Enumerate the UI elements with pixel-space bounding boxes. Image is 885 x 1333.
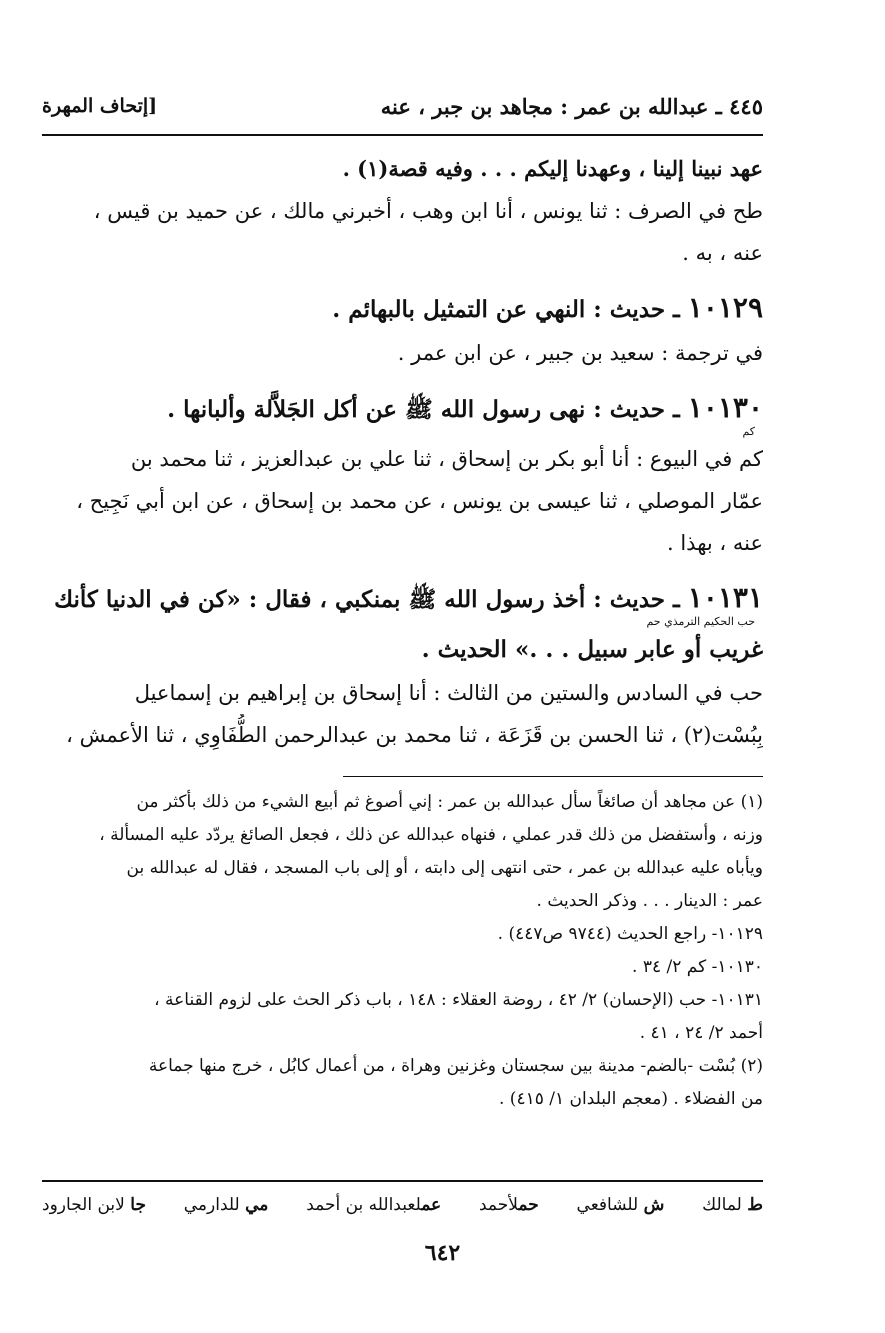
text-line: بِبُسْت(٢) ، ثنا الحسن بن قَزَعَة ، ثنا محمد بن عبدالرحمن الطُّفَاوِي ، ثنا الأعمش ،	[66, 723, 763, 747]
text-line: حب في السادس والستين من الثالث : أنا إسحاق بن إبراهيم بن إسماعيل	[134, 681, 763, 705]
text-line: عنه ، بهذا .	[667, 531, 763, 555]
text-line: عنه ، به .	[682, 241, 763, 265]
abbreviation-desc: لأحمد	[478, 1195, 519, 1215]
entry-siglum: كم	[742, 425, 755, 438]
header-chapter-title: ٤٤٥ ـ عبدالله بن عمر : مجاهد بن جبر ، عنه	[380, 93, 763, 119]
abbreviation-item	[577, 1190, 665, 1220]
footnotes	[42, 786, 763, 1116]
page-number: ٦٤٢	[424, 1240, 461, 1266]
footnote-line: ١٠١٣٠- كم ٢/ ٣٤ .	[632, 957, 763, 977]
abbreviation-code: ش	[643, 1195, 665, 1215]
abbreviation-code: ط	[747, 1195, 763, 1215]
footnote-line: ١٠١٣١- حب (الإحسان) ٢/ ٤٢ ، روضة العقلاء : ١٤٨ ، باب ذكر الحث على لزوم القناعة ،	[154, 990, 763, 1010]
entry-title: ـ حديث : أخذ رسول الله ﷺ بمنكبي ، فقال : «كن في الدنيا كأنك	[54, 586, 680, 613]
entry-number: ١٠١٢٩	[687, 291, 763, 324]
running-header	[42, 86, 763, 126]
text-line: في ترجمة : سعيد بن جبير ، عن ابن عمر .	[397, 341, 763, 365]
hadith-entry	[42, 286, 763, 374]
abbreviation-code: عم	[421, 1195, 442, 1215]
text-line: طح في الصرف : ثنا يونس ، أنا ابن وهب ، أخبرني مالك ، عن حميد بن قيس ،	[93, 199, 763, 223]
abbreviation-desc: لعبدالله بن أحمد	[306, 1195, 422, 1215]
abbreviations-rule	[42, 1180, 763, 1182]
footnote-line: وزنه ، وأستفضل من ذلك قدر عملي ، فنهاه عبدالله عن ذلك ، فجعل الصائغ يردّد عليه المسألة ،	[99, 825, 763, 845]
footnote-rule	[343, 776, 763, 777]
abbreviation-code: جا	[130, 1195, 146, 1215]
entry-title: ـ حديث : النهي عن التمثيل بالبهائم .	[332, 296, 680, 323]
text-line: عمّار الموصلي ، ثنا عيسى بن يونس ، عن محمد بن إسحاق ، عن ابن أبي نَجِيح ،	[76, 489, 763, 513]
abbreviation-item	[702, 1190, 763, 1220]
entry-number: ١٠١٣٠	[687, 391, 763, 424]
entry-title: ـ حديث : نهى رسول الله ﷺ عن أكل الجَلاَّلة وألبانها .	[167, 396, 680, 423]
abbreviation-code: مي	[245, 1195, 269, 1215]
footnote-line: (١) عن مجاهد أن صائغاً سأل عبدالله بن عمر : إني أصوغ ثم أبيع الشيء من ذلك بأكثر من	[136, 792, 763, 812]
abbreviation-item	[42, 1190, 146, 1220]
header-book-title: [إتحاف المهرة	[42, 95, 158, 117]
footnote-line: (٢) بُسْت -بالضم- مدينة بين سجستان وغزنين وهراة ، من أعمال كابُل ، خرج منها جماعة	[148, 1056, 763, 1076]
main-text	[42, 148, 763, 756]
footnote-line: أحمد ٢/ ٢٤ ، ٤١ .	[639, 1023, 763, 1043]
abbreviation-desc: للدارمي	[183, 1195, 240, 1215]
abbreviation-desc: لمالك	[702, 1195, 742, 1215]
abbreviation-item	[479, 1190, 539, 1220]
footnote-line: ١٠١٢٩- راجع الحديث (٩٧٤٤ ص٤٤٧) .	[497, 924, 763, 944]
abbreviation-desc: لابن الجارود	[42, 1195, 125, 1215]
abbreviation-item	[306, 1190, 441, 1220]
entry-siglum: حب الحكيم الترمذي حم	[646, 615, 755, 628]
entry-number: ١٠١٣١	[687, 581, 763, 614]
abbreviations-key	[42, 1190, 763, 1220]
abbreviation-code: حم	[518, 1195, 539, 1215]
abbreviation-desc: للشافعي	[576, 1195, 639, 1215]
header-rule	[42, 134, 763, 136]
text-line: عهد نبينا إلينا ، وعهدنا إليكم . . . وفيه قصة(١) .	[342, 156, 763, 181]
footnote-line: من الفضلاء . (معجم البلدان ١/ ٤١٥) .	[498, 1089, 763, 1109]
footnote-line: عمر : الدينار . . . وذكر الحديث .	[536, 891, 763, 911]
hadith-entry	[42, 386, 763, 564]
entry-title-continued: غريب أو عابر سبيل . . .» الحديث .	[421, 636, 763, 663]
entry-heading	[42, 286, 763, 332]
hadith-entry	[42, 576, 763, 756]
footnote-line: ويأباه عليه عبدالله بن عمر ، حتى انتهى إلى دابته ، أو إلى باب المسجد ، فقال له عبدالله بن	[126, 858, 763, 878]
text-line: كم في البيوع : أنا أبو بكر بن إسحاق ، ثنا علي بن عبدالعزيز ، ثنا محمد بن	[130, 447, 763, 471]
abbreviation-item	[184, 1190, 269, 1220]
